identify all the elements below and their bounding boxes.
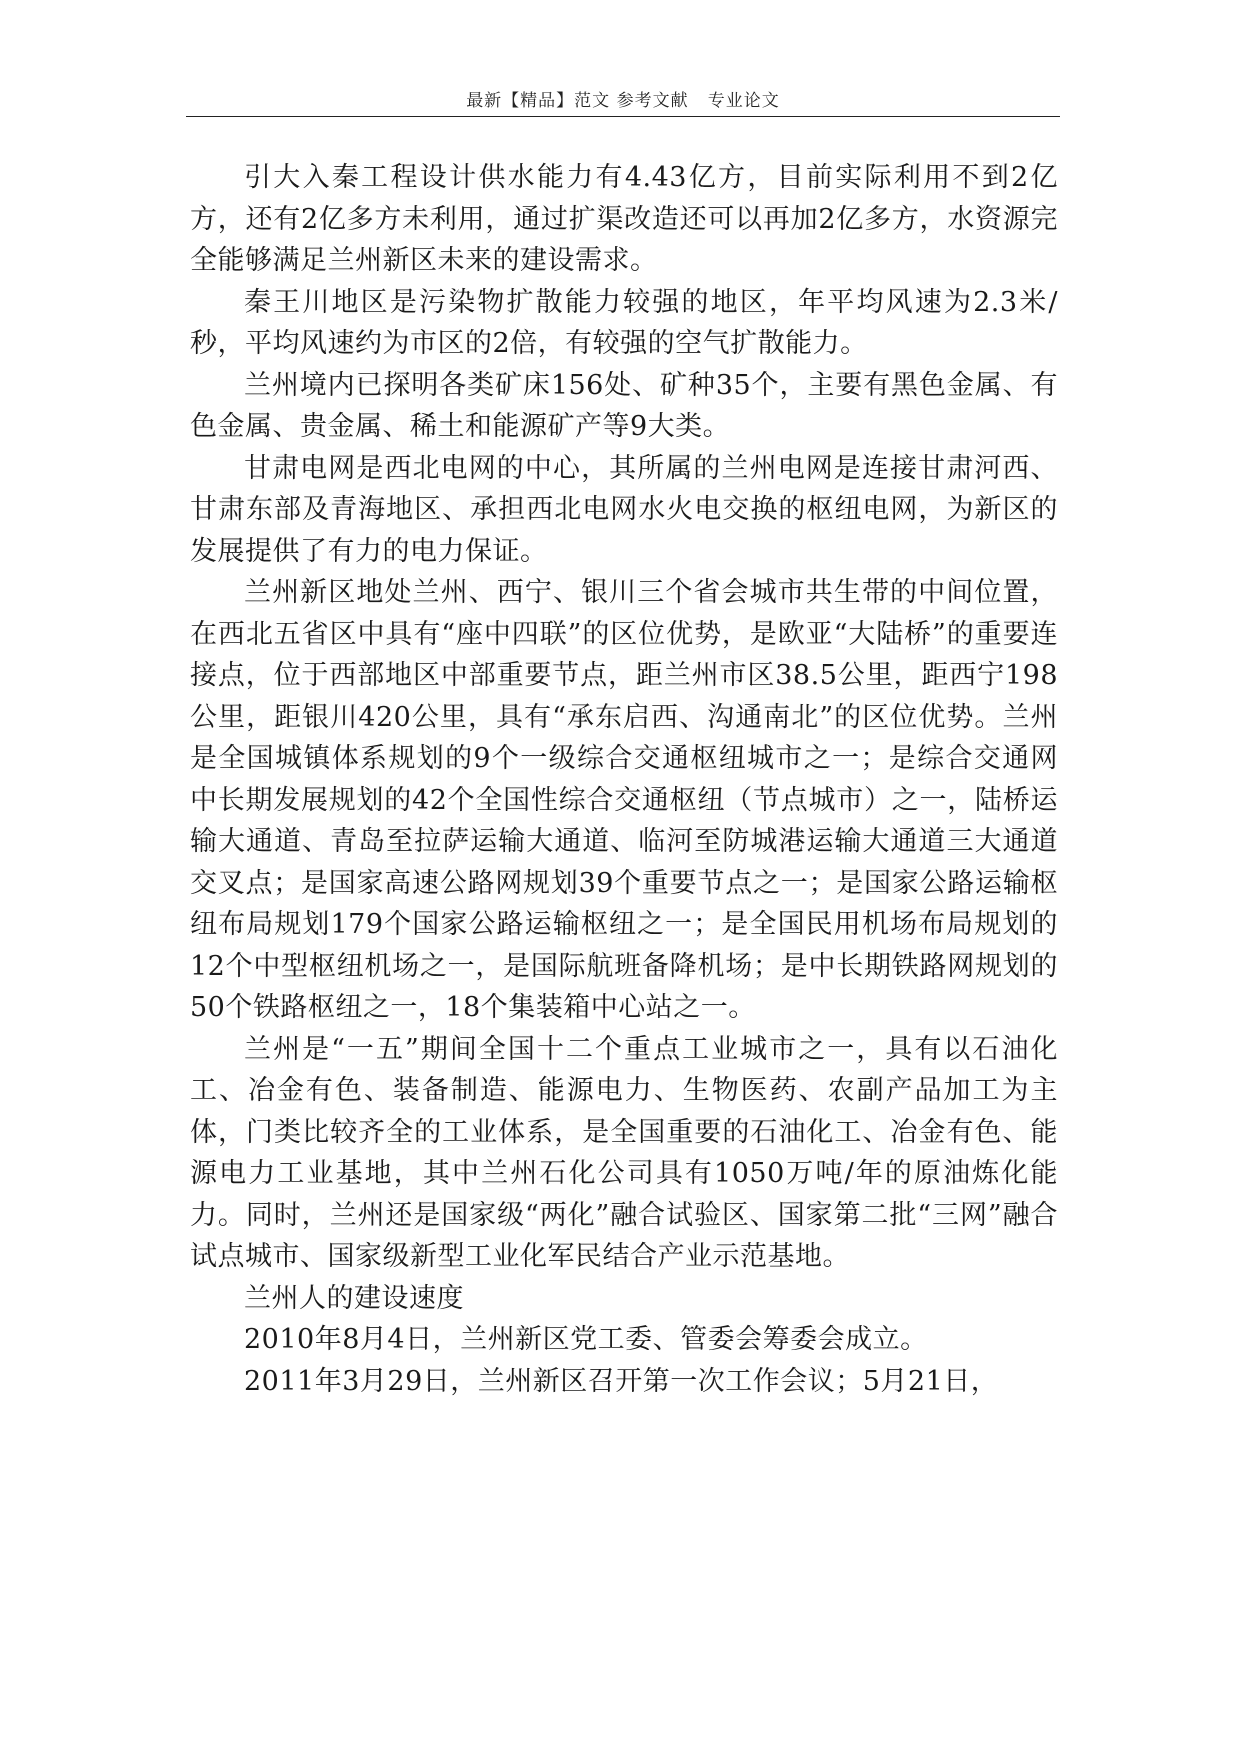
paragraph-industry: 兰州是“一五”期间全国十二个重点工业城市之一，具有以石油化工、冶金有色、装备制造、能源电力、生物医药、农副产品加工为主体，门类比较齐全的工业体系，是全国重要的石油化工、冶金有色、能源电力工业基地，其中兰州石化公司具有1050万吨/年的原油炼化能力。同时，兰州还是国家级“两化”融合试验区、国家第二批“三网”融合试点城市、国家级新型工业化军民结合产业示范基地。 (190, 1033, 1058, 1272)
paragraph-wind-speed: 秦王川地区是污染物扩散能力较强的地区，年平均风速为2.3米/秒，平均风速约为市区的2倍，有较强的空气扩散能力。 (190, 286, 1058, 359)
header-divider (186, 116, 1060, 117)
section-heading-construction: 兰州人的建设速度 (244, 1282, 464, 1314)
paragraph-power-grid: 甘肃电网是西北电网的中心，其所属的兰州电网是连接甘肃河西、甘肃东部及青海地区、承担西北电网水火电交换的枢纽电网，为新区的发展提供了有力的电力保证。 (190, 452, 1058, 567)
document-body (190, 157, 1058, 1402)
paragraph-2010: 2010年8月4日，兰州新区党工委、管委会筹委会成立。 (244, 1324, 928, 1355)
paragraph-2011: 2011年3月29日，兰州新区召开第一次工作会议；5月21日， (244, 1365, 999, 1397)
paragraph-location: 兰州新区地处兰州、西宁、银川三个省会城市共生带的中间位置，在西北五省区中具有“座中四联”的区位优势，是欧亚“大陆桥”的重要连接点，位于西部地区中部重要节点，距兰州市区38.5公里，距西宁198公里，距银川420公里，具有“承东启西、沟通南北”的区位优势。兰州是全国城镇体系规划的9个一级综合交通枢纽城市之一；是综合交通网中长期发展规划的42个全国性综合交通枢纽（节点城市）之一，陆桥运输大通道、青岛至拉萨运输大通道、临河至防城港运输大通道三大通道交叉点；是国家高速公路网规划39个重要节点之一；是国家公路运输枢纽布局规划179个国家公路运输枢纽之一；是全国民用机场布局规划的12个中型枢纽机场之一，是国际航班备降机场；是中长期铁路网规划的50个铁路枢纽之一，18个集装箱中心站之一。 (190, 577, 1058, 1023)
paragraph-water-supply: 引大入秦工程设计供水能力有4.43亿方，目前实际利用不到2亿方，还有2亿多方未利用，通过扩渠改造还可以再加2亿多方，水资源完全能够满足兰州新区未来的建设需求。 (190, 162, 1058, 276)
paragraph-minerals: 兰州境内已探明各类矿床156处、矿种35个，主要有黑色金属、有色金属、贵金属、稀土和能源矿产等9大类。 (190, 369, 1058, 442)
page-header: 最新【精品】范文 参考文献 专业论文 (466, 91, 780, 111)
